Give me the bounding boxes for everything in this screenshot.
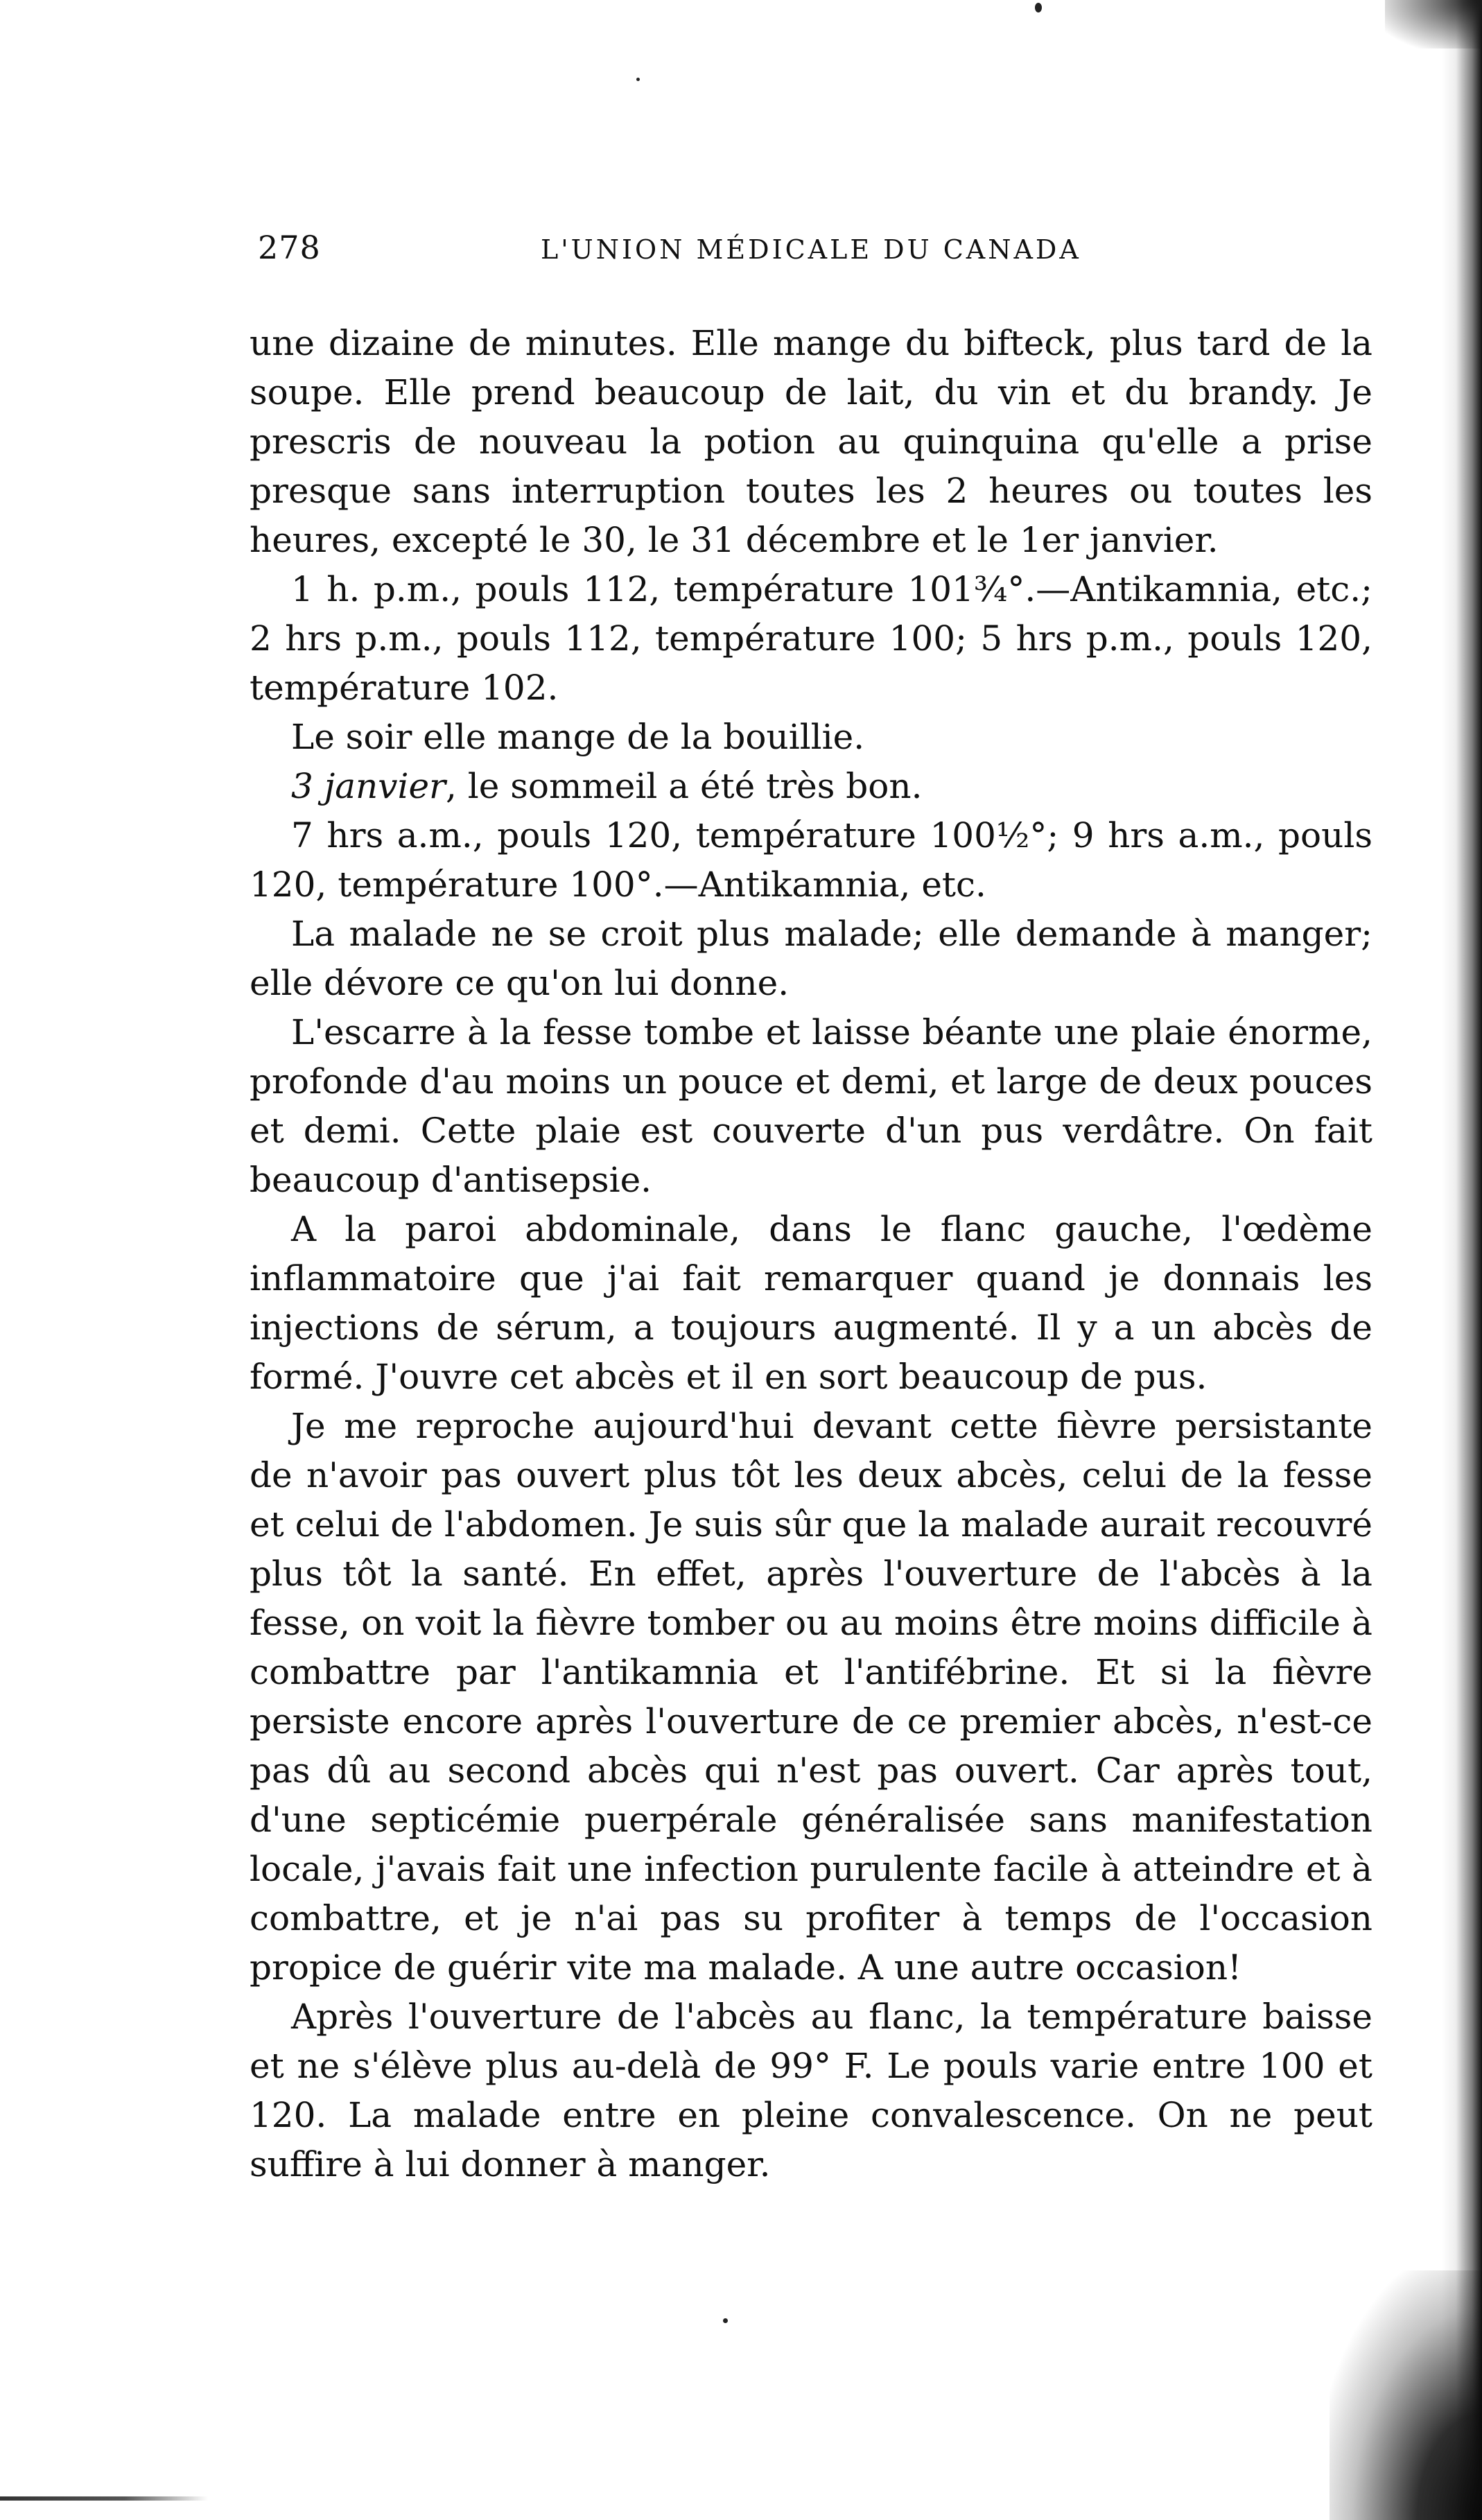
scan-speck bbox=[1035, 3, 1042, 12]
scan-corner-bottom bbox=[1330, 2270, 1482, 2520]
book-page bbox=[250, 229, 1393, 2189]
paragraph: Le soir elle mange de la bouillie. bbox=[291, 717, 865, 757]
scan-speck bbox=[723, 2318, 728, 2323]
journal-title: L'UNION MÉDICALE DU CANADA bbox=[541, 234, 1081, 265]
paragraph: 7 hrs a.m., pouls 120, température 100½°; 9 hrs a.m., pouls 120, température 100°.—Antikamnia, etc. bbox=[250, 815, 1372, 905]
paragraph: A la paroi abdominale, dans le flanc gauche, l'œdème inflammatoire que j'ai fait remarquer quand je donnais les injections de sérum, a toujours augmenté. Il y a un abcès de formé. J'ouvre cet abcès et il en sort beaucoup de pus. bbox=[250, 1209, 1372, 1397]
paragraph-text: , le sommeil a été très bon. bbox=[445, 766, 923, 806]
paragraph: Après l'ouverture de l'abcès au flanc, la température baisse et ne s'élève plus au-delà de 99° F. Le pouls varie entre 100 et 120. La malade entre en pleine convalescence. On ne peut suffire à lui donner à manger. bbox=[250, 1997, 1372, 2184]
scan-edge-line bbox=[0, 2496, 208, 2501]
scan-edge-shadow bbox=[1442, 0, 1482, 2520]
paragraph: L'escarre à la fesse tombe et laisse béante une plaie énorme, profonde d'au moins un pouce et demi, et large de deux pouces et demi. Cette plaie est couverte d'un pus verdâtre. On fait beaucoup d'antisepsie. bbox=[250, 1012, 1372, 1200]
date-label: 3 janvier bbox=[291, 766, 446, 806]
running-head bbox=[250, 229, 1393, 291]
page-number: 278 bbox=[258, 229, 321, 266]
paragraph bbox=[250, 762, 1372, 811]
paragraph: La malade ne se croit plus malade; elle demande à manger; elle dévore ce qu'on lui donne. bbox=[250, 914, 1372, 1003]
scan-speck bbox=[636, 78, 640, 81]
scan-corner-top bbox=[1385, 0, 1482, 49]
paragraph: Je me reproche aujourd'hui devant cette fièvre persistante de n'avoir pas ouvert plus tôt les deux abcès, celui de la fesse et celui de l'abdomen. Je suis sûr que la malade aurait recouvré plus tôt la santé. En effet, après l'ouverture de l'abcès à la fesse, on voit la fièvre tomber ou au moins être moins difficile à combattre par l'antikamnia et l'antifébrine. Et si la fièvre persiste encore après l'ouverture de ce premier abcès, n'est-ce pas dû au second abcès qui n'est pas ouvert. Car après tout, d'une septicémie puerpérale généralisée sans manifestation locale, j'avais fait une infection purulente facile à atteindre et à combattre, et je n'ai pas su profiter à temps de l'occasion propice de guérir vite ma malade. A une autre occasion! bbox=[250, 1406, 1372, 1988]
body-text bbox=[250, 319, 1372, 2189]
paragraph: 1 h. p.m., pouls 112, température 101¾°.—Antikamnia, etc.; 2 hrs p.m., pouls 112, température 100; 5 hrs p.m., pouls 120, température 102. bbox=[250, 569, 1372, 708]
paragraph: une dizaine de minutes. Elle mange du bifteck, plus tard de la soupe. Elle prend beaucoup de lait, du vin et du brandy. Je prescris de nouveau la potion au quinquina qu'elle a prise presque sans interruption toutes les 2 heures ou toutes les heures, excepté le 30, le 31 décembre et le 1er janvier. bbox=[250, 323, 1372, 560]
